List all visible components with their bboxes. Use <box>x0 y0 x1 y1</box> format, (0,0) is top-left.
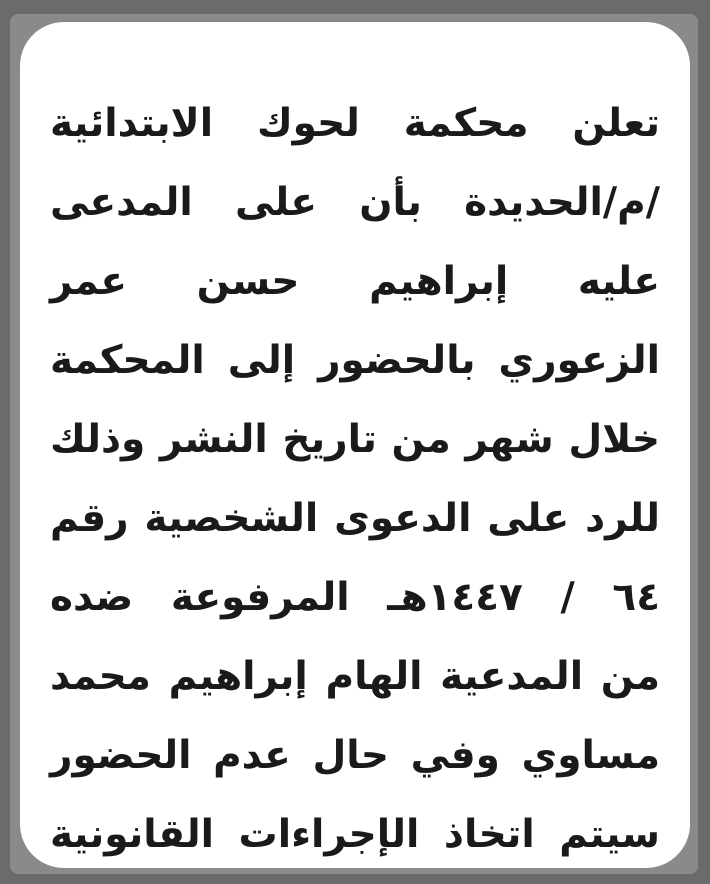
notice-body <box>50 84 660 874</box>
notice-line: /م/الحديدة بأن على المدعى <box>50 180 660 225</box>
notice-line: سيتم اتخاذ الإجراءات القانونية <box>50 812 660 857</box>
notice-line: ٦٤ / ١٤٤٧هـ المرفوعة ضده <box>50 575 661 620</box>
notice-line: خلال شهر من تاريخ النشر وذلك <box>50 417 660 462</box>
notice-line: عليه إبراهيم حسن عمر <box>50 259 660 304</box>
notice-line: للرد على الدعوى الشخصية رقم <box>50 496 660 541</box>
notice-line: تعلن محكمة لحوك الابتدائية <box>50 101 660 146</box>
notice-line: من المدعية الهام إبراهيم محمد <box>50 654 660 699</box>
notice-line: مساوي وفي حال عدم الحضور <box>50 733 660 778</box>
notice-card <box>20 22 690 868</box>
notice-line: الزعوري بالحضور إلى المحكمة <box>50 338 660 383</box>
